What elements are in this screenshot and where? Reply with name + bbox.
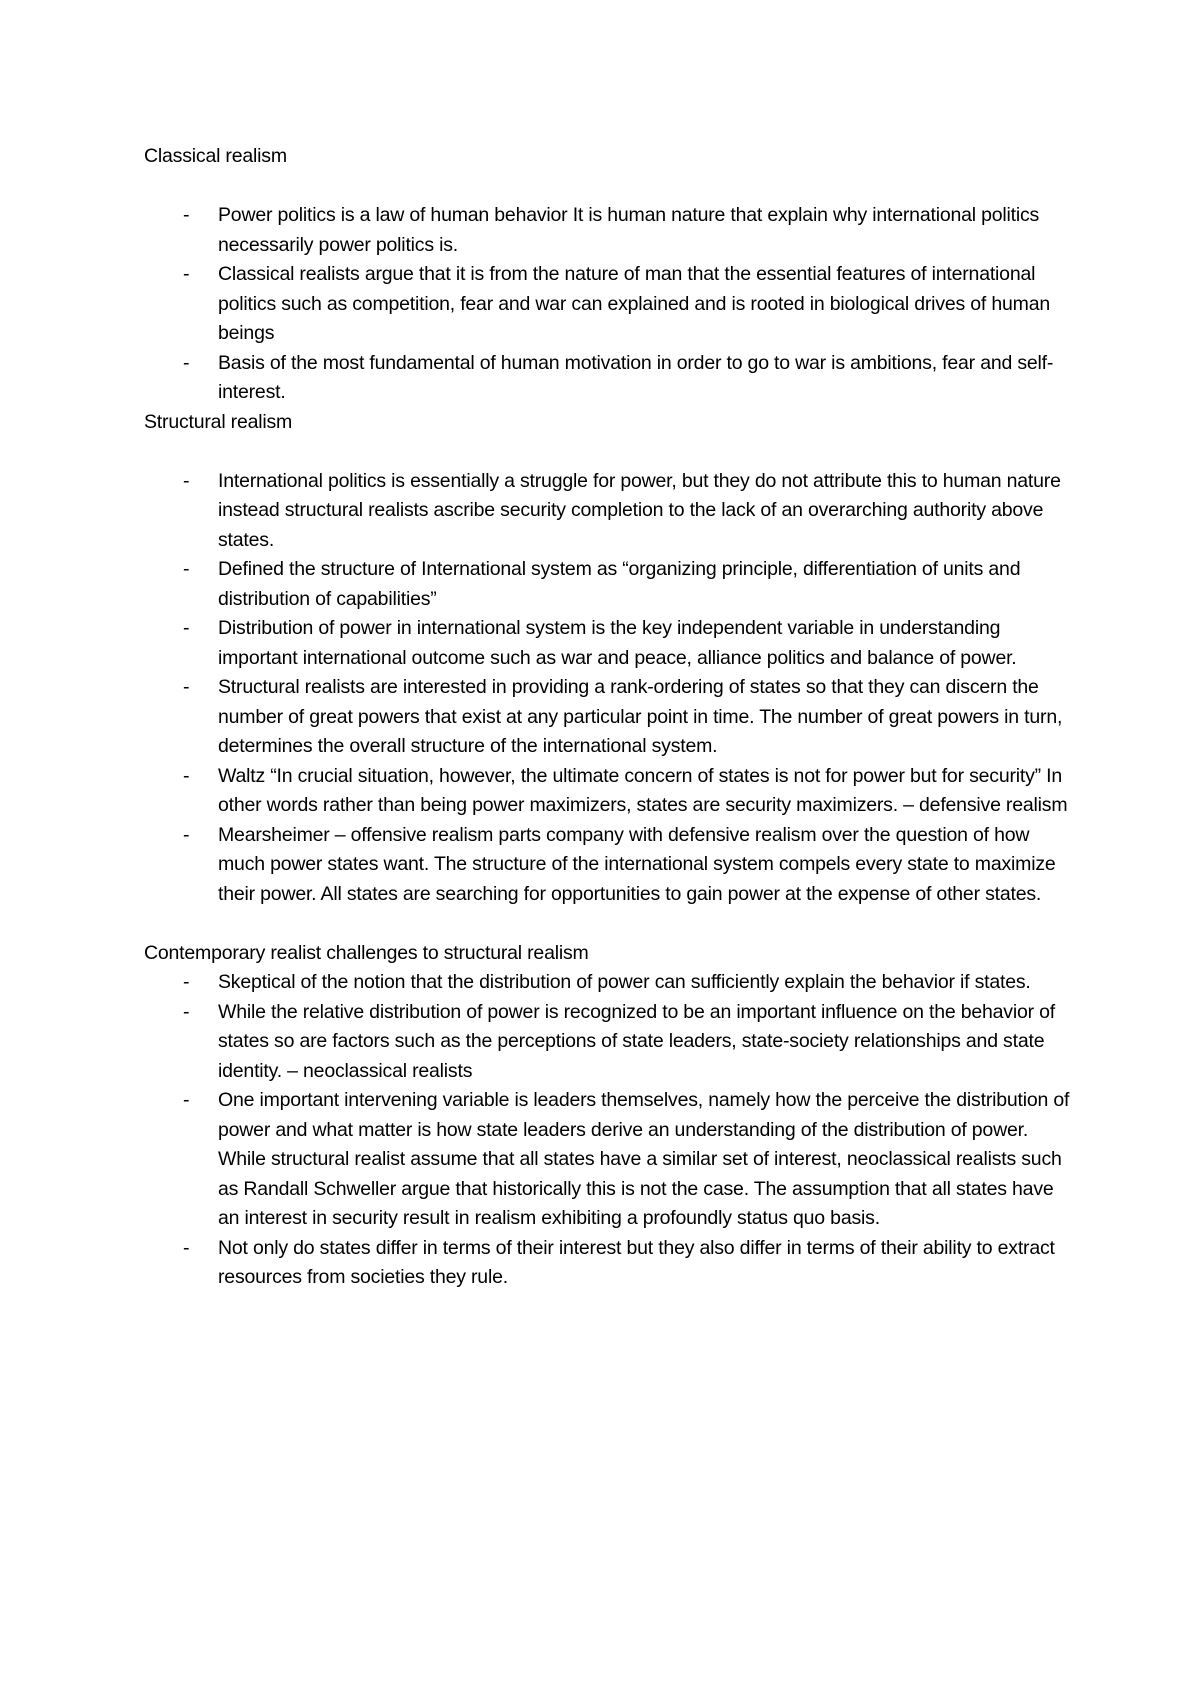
list-item: - Defined the structure of International system as “organizing principle, differentiation of units and distribution of capabilities” (144, 555, 1074, 614)
spacer (144, 437, 1074, 467)
list-item: - While the relative distribution of power is recognized to be an important influence on the behavior of states so are factors such as the perceptions of state leaders, state-society relationships and state identity. – neoclassical realists (144, 998, 1074, 1087)
spacer (144, 172, 1074, 202)
list-item: - Structural realists are interested in providing a rank-ordering of states so that they can discern the number of great powers that exist at any particular point in time. The number of great powers in turn, determines the overall structure of the international system. (144, 673, 1074, 762)
bullet-list-contemporary-challenges (144, 968, 1074, 1293)
spacer (144, 909, 1074, 939)
list-item: - International politics is essentially a struggle for power, but they do not attribute this to human nature instead structural realists ascribe security completion to the lack of an overarching authority above states. (144, 467, 1074, 556)
list-item: - Waltz “In crucial situation, however, the ultimate concern of states is not for power but for security” In other words rather than being power maximizers, states are security maximizers. – defensive realism (144, 762, 1074, 821)
bullet-list-structural-realism (144, 467, 1074, 910)
section-heading-classical-realism: Classical realism (144, 145, 287, 167)
section-heading-structural-realism: Structural realism (144, 410, 293, 433)
list-item: - Basis of the most fundamental of human motivation in order to go to war is ambitions, fear and self-interest. (144, 349, 1074, 408)
list-item: - Power politics is a law of human behavior It is human nature that explain why international politics necessarily power politics is. (144, 201, 1074, 260)
list-item: - Classical realists argue that it is from the nature of man that the essential features of international politics such as competition, fear and war can explained and is rooted in biological drives of human beings (144, 260, 1074, 349)
list-item: - Distribution of power in international system is the key independent variable in understanding important international outcome such as war and peace, alliance politics and balance of power. (144, 614, 1074, 673)
document-body (144, 142, 1074, 1293)
section-heading-contemporary-realist-challenges: Contemporary realist challenges to structural realism (144, 941, 589, 964)
list-item: - Mearsheimer – offensive realism parts company with defensive realism over the question of how much power states want. The structure of the international system compels every state to maximize their power. All states are searching for opportunities to gain power at the expense of other states. (144, 821, 1074, 910)
list-item: - Skeptical of the notion that the distribution of power can sufficiently explain the behavior if states. (144, 968, 1074, 998)
list-item: - One important intervening variable is leaders themselves, namely how the perceive the distribution of power and what matter is how state leaders derive an understanding of the distribution of power. While structural realist assume that all states have a similar set of interest, neoclassical realists such as Randall Schweller argue that historically this is not the case. The assumption that all states have an interest in security result in realism exhibiting a profoundly status quo basis. (144, 1086, 1074, 1234)
list-item: - Not only do states differ in terms of their interest but they also differ in terms of their ability to extract resources from societies they rule. (144, 1234, 1074, 1293)
bullet-list-classical-realism (144, 201, 1074, 408)
